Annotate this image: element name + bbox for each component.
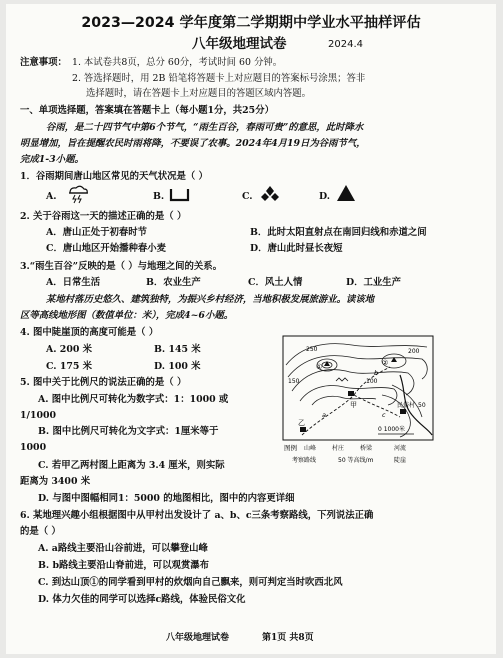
scale-label: 0 1000米 [378,426,405,433]
minsu-village-marker [400,409,406,414]
legend-bridge: 桥梁 [360,445,373,452]
passage-line: 谷雨，是二十四节气中第6个节气，“雨生百谷，春雨可贵”的意思，此时降水 [46,122,364,133]
footer-title: 八年级地理试卷 [166,633,230,643]
q6-option-b: B. b路线主要沿山脊前进，可以观赏瀑布 [38,560,210,571]
passage-line: 明显增加，旨在提醒农民时雨将降，不要误了农事。2024年4月19日为谷雨节气， [20,138,366,149]
legend-peak: 山峰 [304,445,317,452]
rain-thunder-icon [66,184,90,204]
q2-option-d: D．唐山此时昼长夜短 [250,243,343,254]
q3-option-b: B．农业生产 [146,277,201,288]
note-2a: 2. 答选择题时，用 2B 铅笔将答题卡上对应题目的答案标号涂黑；答非 [72,73,366,84]
minsu-village-label: 民俗村 [397,402,416,409]
q3-option-a: A．日常生活 [46,277,101,288]
contour-map [282,335,434,467]
page-number: 第1页 共8页 [262,633,314,643]
q5-option-b: B. 图中比例尺可转化为文字式：1厘米等于 [38,426,219,437]
q3-option-c: C．风土人情 [248,277,303,288]
q4-option-b: B. 145 米 [154,344,201,355]
q2-option-a: A．唐山正处于初春时节 [46,227,148,238]
legend-title: 图例 [284,444,297,452]
legend-cliff: 陡崖 [394,457,407,464]
contour-label-150: 150 [288,378,300,385]
q6-option-c: C. 到达山顶①的同学看到甲村的炊烟向自己飘来，则可判定当时吹西北风 [38,577,343,588]
route-b-label: b [374,369,379,377]
q3-stem: 3.“雨生百谷”反映的是（ ）与地理之间的关系。 [20,261,222,272]
exam-page [6,4,496,654]
q4-stem: 4. 图中陡崖顶的高度可能是（ ） [20,327,159,338]
route-a-label: a [322,411,326,419]
q4-option-c: C. 175 米 [46,361,93,372]
sunny-icon [336,184,356,202]
legend-contour: 50 等高线/m [338,457,374,464]
q6-stem: 6. 某地理兴趣小组根据图中从甲村出发设计了 a、b、c三条考察路线，下列说法正确 [20,510,374,521]
q4-option-d: D. 100 米 [154,361,201,372]
section-heading: 一、单项选择题，答案填在答题卡上（每小题1分，共25分） [20,105,274,116]
q5-option-b-cont: 1000 [20,442,47,453]
contour-label-50: 50 [418,402,426,409]
q6-option-d: D. 体力欠佳的同学可以选择c路线，体验民俗文化 [38,594,246,605]
note-1: 1. 本试卷共8页，总分 60分，考试时间 60 分钟。 [72,57,283,68]
contour-label-250: 250 [306,346,318,353]
exam-title: 2023—2024 学年度第二学期期中学业水平抽样评估 [81,15,421,31]
q5-option-a-cont: 1/1000 [20,410,57,421]
village-jia-marker [348,391,354,396]
notes-label: 注意事项： [20,57,67,68]
exam-subtitle: 八年级地理试卷 [192,36,287,52]
passage-line: 完成1-3小题。 [20,154,84,165]
q2-option-b: B．此时太阳直射点在南回归线和赤道之间 [250,227,427,238]
passage2-line: 某地村落历史悠久、建筑独特，为振兴乡村经济，当地积极发展旅游业。读该地 [46,294,375,305]
passage2-line: 区等高线地形图（数值单位：米），完成4~6小题。 [20,310,234,321]
contour-label-100: 100 [366,378,378,385]
q1-option-c: C. [242,191,253,202]
exam-date: 2024.4 [328,39,363,50]
q1-option-a: A. [46,191,57,202]
q4-option-a: A. 200 米 [46,344,93,355]
q1-option-d: D. [319,191,331,202]
hail-icon [260,184,280,204]
q5-option-a: A. 图中比例尺可转化为数字式：1：1000 或 [38,394,229,405]
route-c-label: c [382,411,386,419]
q5-option-d: D. 与图中图幅相同1：5000 的地图相比，图中的内容更详细 [38,493,295,504]
legend-route: 考察路线 [292,457,317,464]
q6-stem-cont: 的是（ ） [20,526,61,537]
contour-label-200: 200 [408,348,420,355]
q1-stem: 1．谷雨期间唐山地区常见的天气状况是（ ） [20,171,208,182]
q5-option-c-cont: 距离为 3400 米 [20,476,91,487]
sandstorm-icon [169,187,191,203]
q3-option-d: D．工业生产 [346,277,402,288]
legend-river: 河流 [394,445,407,452]
legend-village: 村庄 [332,445,345,452]
q2-option-c: C．唐山地区开始播种春小麦 [46,243,166,254]
peak-1-label: ① [316,363,323,371]
note-2b: 选择题时，请在答题卡上对应题目的答题区域内答题。 [86,88,312,99]
q5-option-c: C. 若甲乙两村图上距离为 3.4 厘米，则实际 [38,460,225,471]
village-yi-label: 乙 [298,419,305,427]
q6-option-a: A. a路线主要沿山谷前进，可以攀登山峰 [38,543,208,554]
q1-option-b: B. [153,191,165,202]
q2-stem: 2. 关于谷雨这一天的描述正确的是（ ） [20,211,187,222]
village-yi-marker [300,427,306,432]
peak-2-label: ② [382,359,389,367]
village-jia-label: 甲 [350,401,357,409]
q5-stem: 5. 图中关于比例尺的说法正确的是（ ） [20,377,187,388]
